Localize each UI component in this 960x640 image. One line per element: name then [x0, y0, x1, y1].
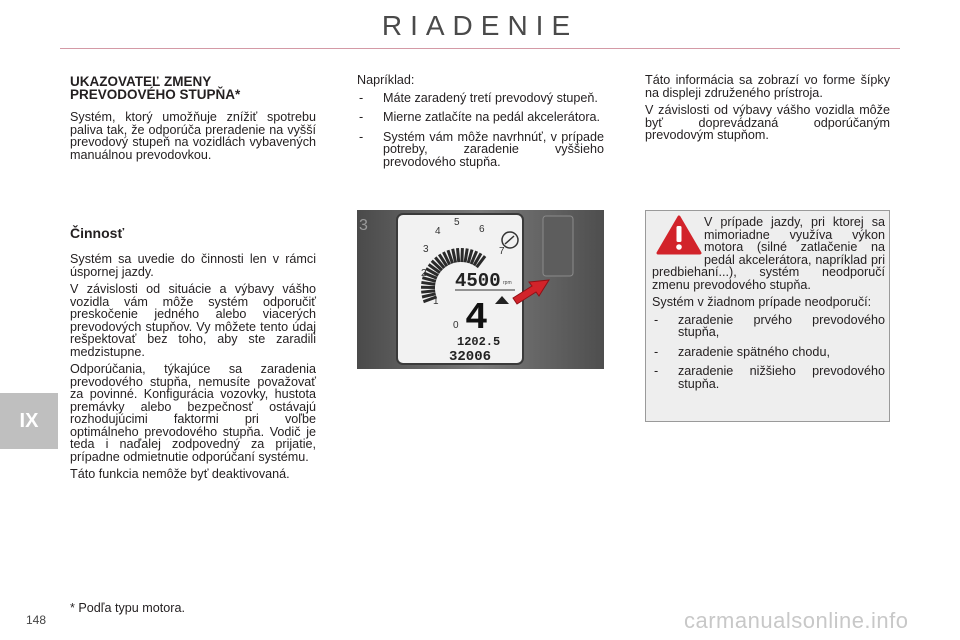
watermark: carmanualsonline.info — [684, 608, 909, 633]
trip-readout: 1202.5 — [457, 335, 501, 349]
example-list — [357, 92, 604, 169]
scale-label-6: 6 — [479, 224, 485, 235]
scale-label-4: 4 — [435, 226, 441, 237]
rpm-bar-segment — [458, 248, 459, 262]
example-item: - Máte zaradený tretí prevodový stupeň. — [357, 92, 604, 105]
section-heading-line1: UKAZOVATEĽ ZMENY — [70, 74, 212, 89]
section-heading-line2: PREVODOVÉHO STUPŇA* — [70, 87, 241, 102]
example-lead: Napríklad: — [357, 73, 415, 87]
odometer-readout: 32006 — [449, 349, 492, 365]
right-paragraph-2: V závislosti od výbavy vášho vozidla môže byť doprevádzaná odporúčaným prevodovým stupňom. — [645, 103, 890, 142]
cluster-illustration — [357, 210, 604, 369]
chapter-tab — [0, 393, 58, 449]
intro-paragraph: Systém, ktorý umožňuje znížiť spotrebu paliva tak, že odporúča preradenie na vyšší prevodový stupeň na vozidlách vybavených manuálnou prevodovkou. — [70, 110, 316, 162]
warning-text-1: V prípade jazdy, pri ktorej sa mimoriadne využíva výkon motora (silné zatlačenie na pedál akcelerátora, napríklad pri predbiehaní...), systém neodporučí zmenu prevodového stupňa. — [652, 215, 885, 292]
side-number: 3 — [359, 217, 368, 234]
warning-item: - zaradenie spätného chodu, — [652, 346, 885, 359]
activity-paragraph-4: Táto funkcia nemôže byť deaktivovaná. — [70, 467, 290, 481]
scale-label-1: 1 — [433, 296, 439, 307]
chapter-number: IX — [19, 410, 39, 432]
rpm-unit: rpm — [503, 280, 512, 286]
example-item: - Mierne zatlačíte na pedál akcelerátora. — [357, 111, 604, 124]
activity-paragraph-1: Systém sa uvedie do činnosti len v rámci úspornej jazdy. — [70, 252, 316, 279]
page-number: 148 — [26, 613, 47, 627]
subheading-cinnost: Činnosť — [70, 225, 125, 241]
activity-paragraph-2: V závislosti od situácie a výbavy vášho vozidla vám môže systém odporučiť preskočenie jedného alebo viacerých prevodových stupňov. Vy môžete tento údaj rešpektovať bez toho, aby ste zaradili medzistupne. — [70, 282, 316, 359]
warning-item: - zaradenie nižšieho prevodového stupňa. — [652, 365, 885, 390]
page-title: RIADENIE — [381, 10, 579, 41]
footnote: * Podľa typu motora. — [70, 601, 185, 615]
scale-label-2: 2 — [421, 268, 427, 279]
warning-text-2: Systém v žiadnom prípade neodporučí: — [652, 295, 872, 309]
rpm-readout: 4500 — [455, 270, 501, 292]
scale-label-7: 7 — [499, 246, 505, 257]
instrument-cluster-image — [357, 210, 604, 369]
scale-label-3: 3 — [423, 244, 429, 255]
right-paragraph-1: Táto informácia sa zobrazí vo forme šípky na displeji združeného prístroja. — [645, 73, 890, 100]
right-column — [645, 74, 890, 147]
left-column — [70, 75, 316, 166]
left-column-activity — [70, 225, 316, 486]
scale-label-0: 0 — [453, 320, 459, 331]
example-item: - Systém vám môže navrhnúť, v prípade potreby, zaradenie vyššieho prevodového stupňa. — [357, 131, 604, 169]
recommended-gear: 4 — [465, 297, 488, 340]
warning-item: - zaradenie prvého prevodového stupňa, — [652, 314, 885, 339]
rpm-bar-segment — [421, 291, 435, 292]
activity-paragraph-3: Odporúčania, týkajúce sa zaradenia prevodového stupňa, nemusíte považovať za povinné. Konfigurácia vozovky, hustota premávky alebo bezpečnosť ostávajú rozhodujúcimi faktormi pri voľbe optimálneho prevodového stupňa. Vodič je teda i naďalej zodpovedný za prijatie, prípadne odmietnutie odporúčaní systému. — [70, 362, 316, 464]
header-divider — [60, 48, 900, 49]
warning-list — [652, 314, 885, 391]
middle-column — [357, 74, 604, 175]
warning-box — [645, 210, 890, 422]
rpm-bar-segment — [421, 282, 435, 284]
scale-label-5: 5 — [454, 217, 460, 228]
